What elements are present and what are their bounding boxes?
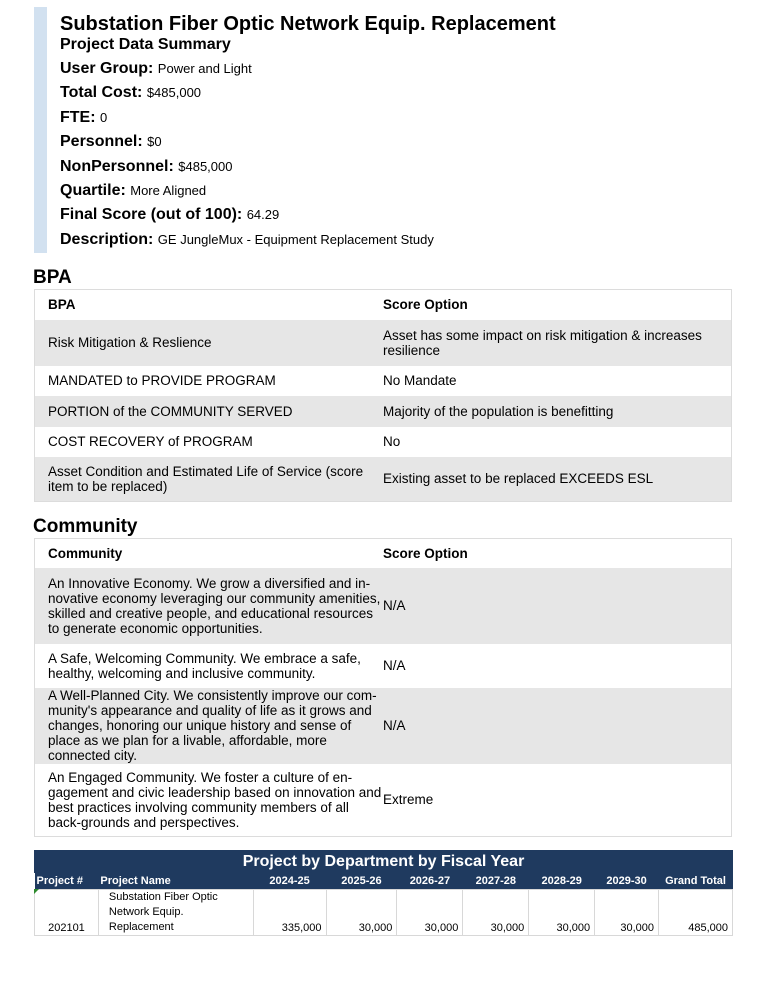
field-value: $0 [147,134,162,150]
column-header-grand-total: Grand Total [659,873,733,890]
table-row [35,568,732,644]
field-label: Final Score (out of 100): [60,206,243,224]
criteria-cell: An Engaged Community. We foster a culture of en-gagement and civic leadership based on innovation and best practices involving community members of all back-grounds and perspectives. [48,769,382,830]
field-value: $485,000 [146,85,202,101]
column-header-fy: 2028-29 [529,873,595,890]
column-header-fy: 2029-30 [595,873,659,890]
community-heading: Community [33,516,138,537]
field-value: $485,000 [178,158,233,174]
department-fiscal-table [34,850,733,936]
field-quartile [60,179,556,203]
field-value: More Aligned [130,183,207,199]
table-row [35,396,732,427]
community-table [34,538,732,837]
project-name-line: Network Equip. Replacement [108,906,184,933]
project-subtitle: Project Data Summary [60,36,231,53]
criteria-cell: PORTION of the COMMUNITY SERVED [35,396,384,427]
criteria-cell: Asset Condition and Estimated Life of Service (score item to be replaced) [35,457,384,502]
table-row [35,890,733,936]
fy-value-cell: 335,000 [253,890,326,936]
fy-value-cell: 30,000 [595,890,659,936]
cell-comment-marker [34,889,39,894]
column-header-score-option: Score Option [383,539,731,568]
field-label: Description: [60,230,154,248]
score-option-cell: No [383,434,401,449]
table-row [35,366,732,396]
field-description [60,228,556,252]
column-header-criteria: BPA [35,290,384,320]
field-label: FTE: [60,108,96,126]
field-value: 0 [100,109,108,125]
project-summary [34,7,694,253]
score-option-cell: No Mandate [383,373,457,388]
column-header-project-number: Project # [35,873,99,890]
column-header-fy: 2027-28 [463,873,529,890]
field-value: 64.29 [246,207,280,223]
field-label: NonPersonnel: [60,157,174,175]
criteria-cell: A Safe, Welcoming Community. We embrace a safe, healthy, welcoming and inclusive community. [48,650,361,681]
field-label: User Group: [60,60,154,77]
column-header-fy: 2024-25 [253,873,326,890]
score-option-cell: Extreme [383,792,434,808]
fy-value-cell: 30,000 [529,890,595,936]
field-value: Power and Light [157,61,252,76]
bpa-heading: BPA [33,267,72,288]
field-label: Quartile: [60,182,126,200]
fy-value-cell: 30,000 [397,890,463,936]
fy-value-cell: 30,000 [326,890,397,936]
table-header-row [35,873,733,890]
field-value: GE JungleMux - Equipment Replacement Study [157,231,434,247]
criteria-cell: COST RECOVERY of PROGRAM [48,434,253,449]
department-table-title: Project by Department by Fiscal Year [34,850,733,873]
fy-value-cell: 30,000 [463,890,529,936]
score-option-cell: Majority of the population is benefitting [383,396,731,427]
score-option-cell: Asset has some impact on risk mitigation & increases resilience [383,320,731,366]
column-header-fy: 2026-27 [397,873,463,890]
summary-accent-bar [34,7,47,253]
table-row [35,644,732,688]
table-header-row [35,539,732,568]
field-final-score [60,203,556,227]
table-row [35,427,732,457]
bpa-table [34,289,732,502]
criteria-cell: An Innovative Economy. We grow a diversified and in-novative economy leveraging our community amenities, skilled and creative people, and educational resources to generate economic opportunities. [35,568,384,644]
score-option-cell: N/A [383,658,406,673]
score-option-cell: N/A [383,688,731,764]
score-option-cell: N/A [383,568,731,644]
grand-total-cell: 485,000 [659,890,733,936]
project-number-cell: 202101 [35,890,99,936]
field-total-cost [60,81,556,105]
field-personnel [60,130,556,154]
summary-content [60,13,556,252]
criteria-cell: A Well-Planned City. We consistently improve our com-munity's appearance and quality of life as it grows and changes, honoring our unique history and sense of place as we plan for a livable, affordable, more connected city. [35,688,384,764]
field-label: Personnel: [60,133,143,151]
table-row [35,320,732,366]
field-nonpersonnel [60,155,556,179]
criteria-cell: MANDATED to PROVIDE PROGRAM [48,373,276,388]
column-header-fy: 2025-26 [326,873,397,890]
table-row [35,764,732,837]
department-data-table [34,873,733,936]
project-title: Substation Fiber Optic Network Equip. Replacement [60,13,556,35]
field-label: Total Cost: [60,84,143,102]
column-header-score-option: Score Option [383,290,731,320]
score-option-cell: Existing asset to be replaced EXCEEDS ESL [383,457,731,502]
table-row [35,688,732,764]
column-header-project-name: Project Name [98,873,253,890]
project-name-cell [98,890,253,936]
field-user-group [60,57,556,81]
project-name-line: Substation Fiber Optic [108,891,218,903]
table-row [35,457,732,502]
table-header-row [35,290,732,320]
field-fte [60,106,556,130]
column-header-criteria: Community [35,539,384,568]
criteria-cell: Risk Mitigation & Reslience [35,320,384,366]
